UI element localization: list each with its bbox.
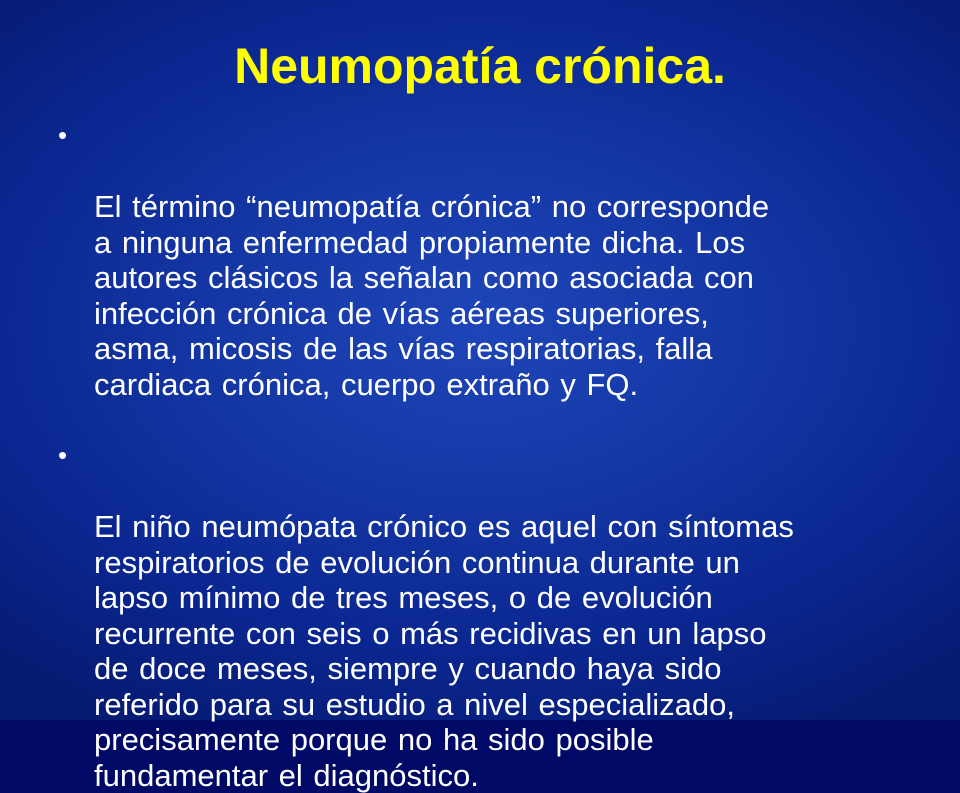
bullet-marker: • [58,440,68,470]
slide-title: Neumopatía crónica. [234,38,726,94]
bullet-text-criteria: El niño neumópata crónico es aquel con síntomas respiratorios de evolución continua durante un lapso mínimo de tres meses, o de evolución recurrente con seis o más recidivas en un lapso de doce meses, siempre y cuando haya sido referido para su estudio a nivel especializado, precisamente porque no ha sido posible fundamentar el diagnóstico. [94,509,794,793]
bullet-item-criteria [58,438,938,793]
bullet-item-definition [58,118,938,402]
bullet-text-definition: El término “neumopatía crónica” no corresponde a ninguna enfermedad propiamente dicha. Los autores clásicos la señalan como asociada con infección crónica de vías aéreas superiores, asma, micosis de las vías respiratorias, falla cardiaca crónica, cuerpo extraño y FQ. [94,189,770,402]
bullet-marker: • [58,120,68,150]
bullet-list [58,118,938,793]
